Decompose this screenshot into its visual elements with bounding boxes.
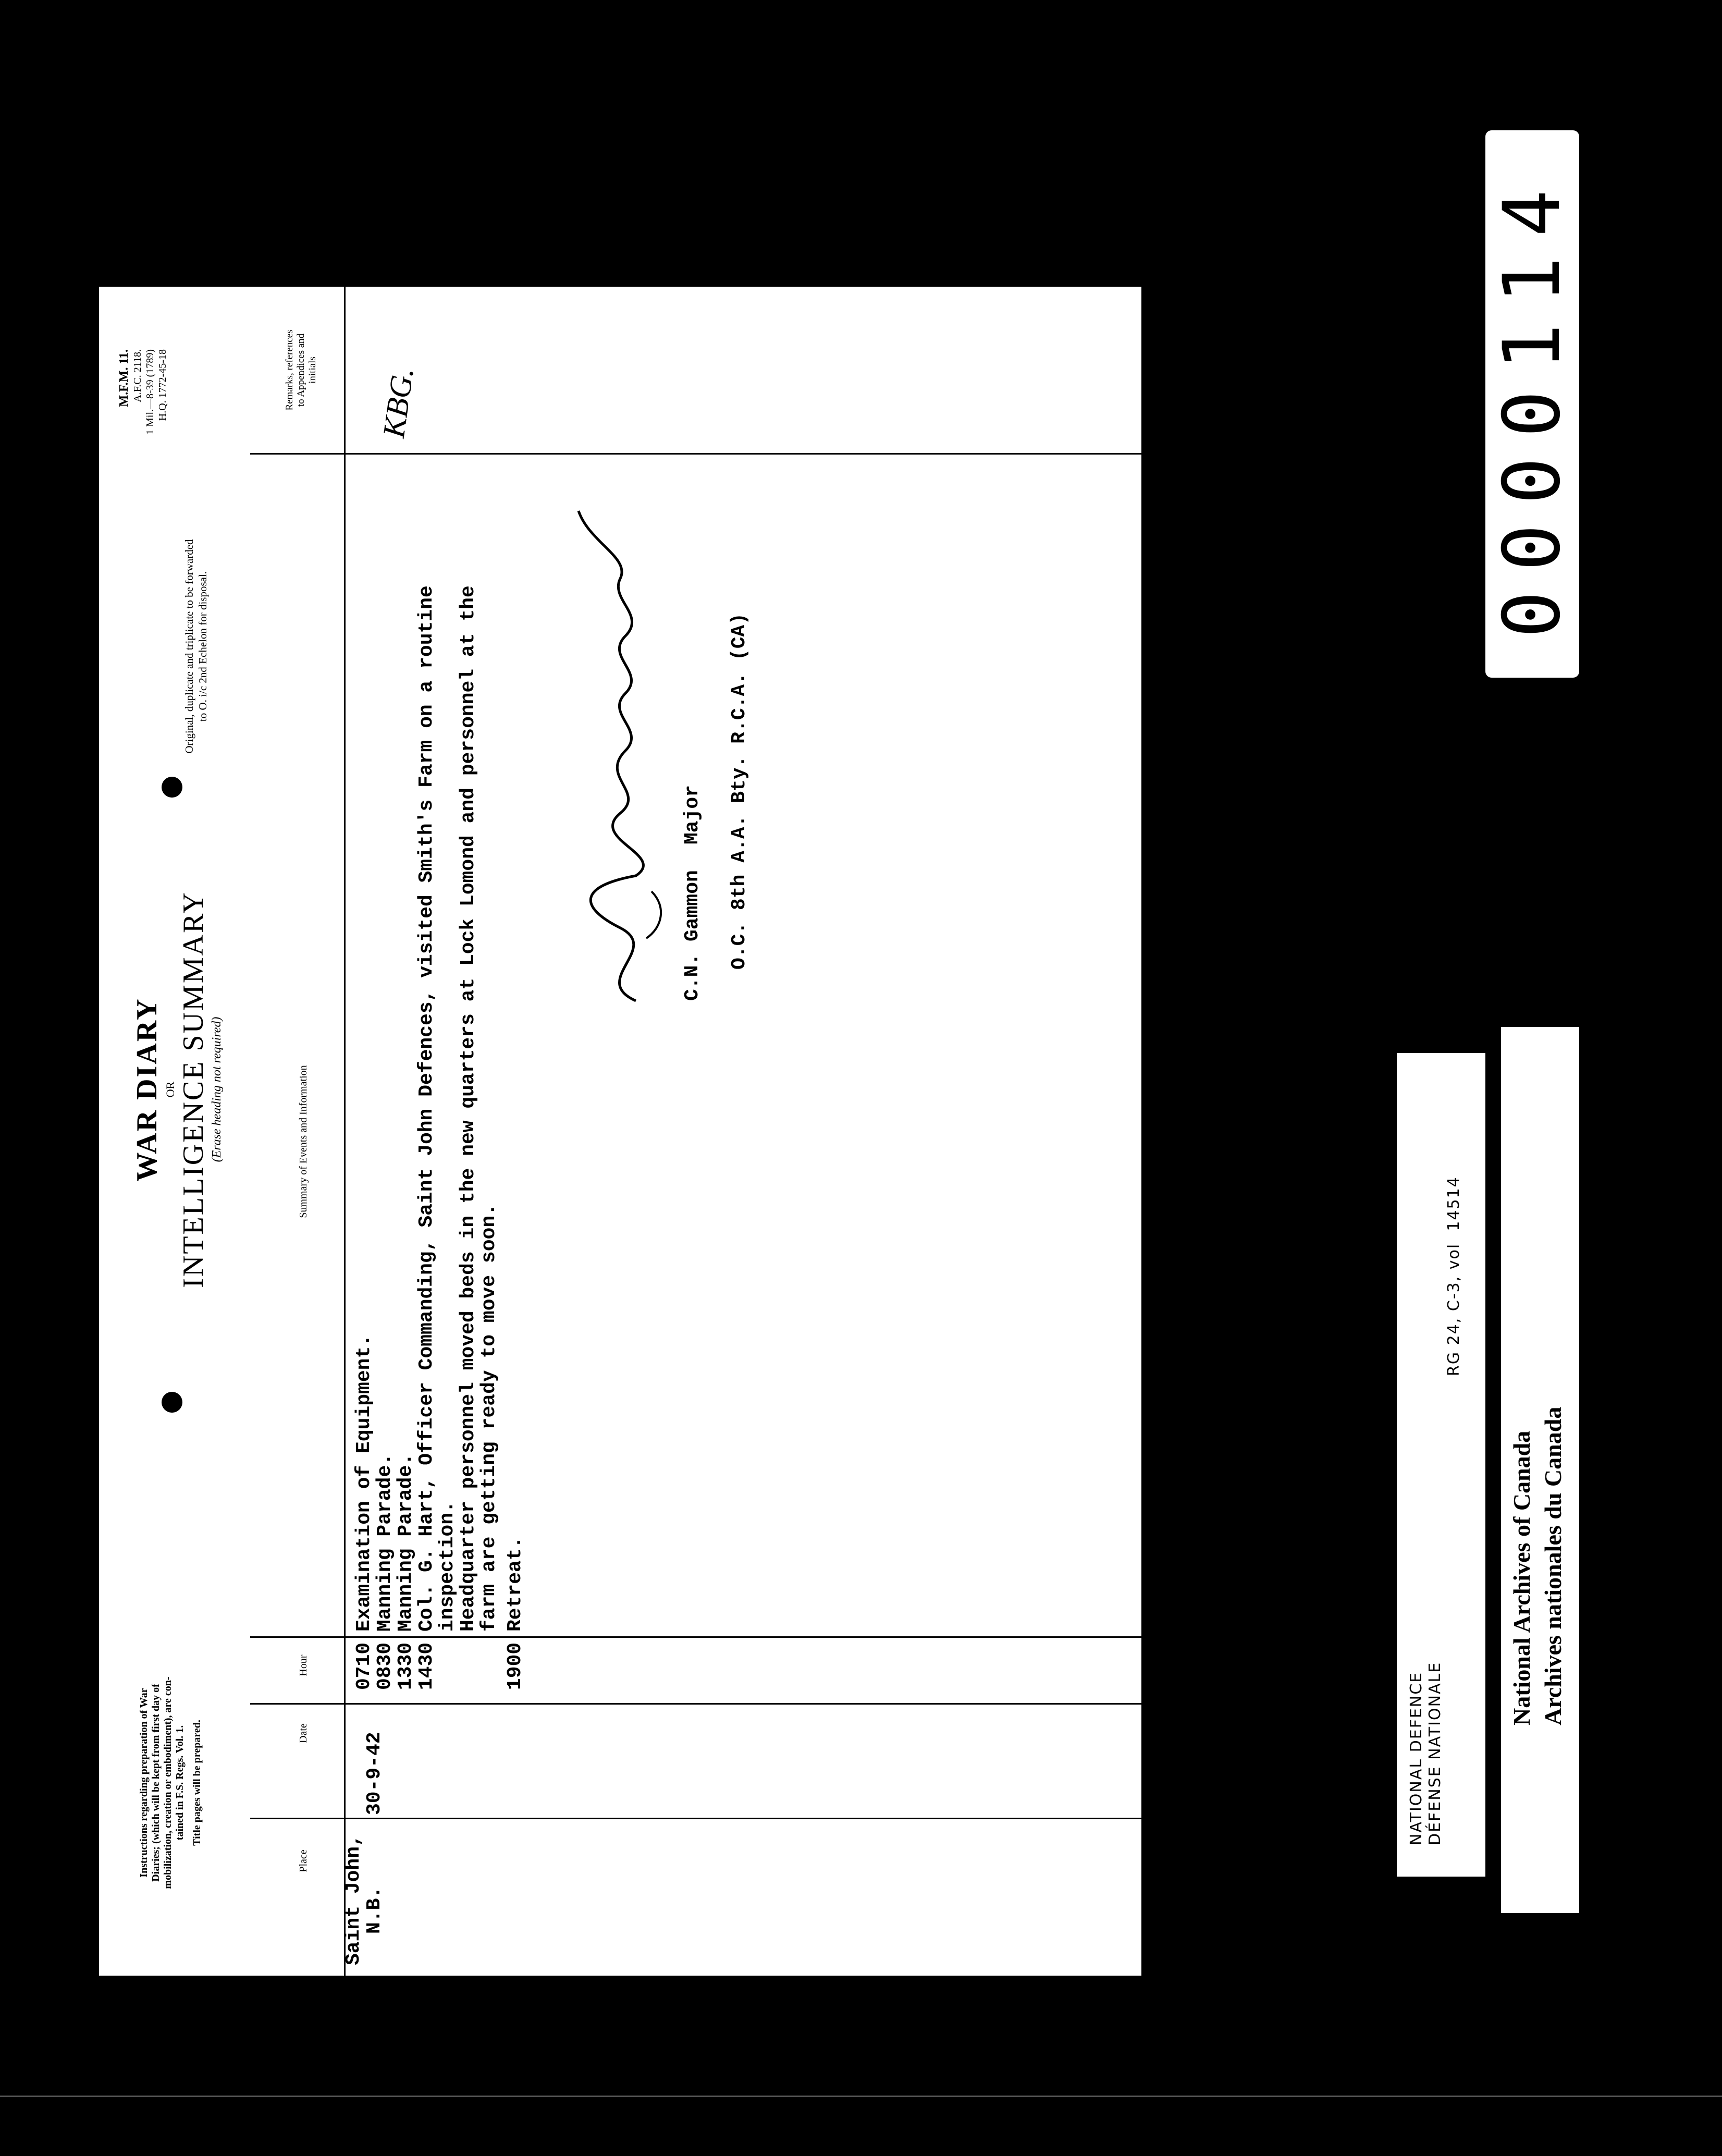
entry-hour-1900: 1900 xyxy=(504,1642,526,1690)
header-remarks xyxy=(284,297,318,443)
archive-dept xyxy=(1407,1662,1445,1845)
instructions xyxy=(138,1632,203,1934)
title-war-diary: WAR DIARY xyxy=(131,997,163,1182)
punch-hole-right xyxy=(162,777,182,798)
entry-text-6: Headquarter personnel moved beds in the new quarters at Lock Lomond and personnel at the xyxy=(457,585,479,1632)
entry-hour-1430: 1430 xyxy=(415,1642,438,1690)
header-remarks-line2: to Appendices and xyxy=(296,333,306,407)
header-rule xyxy=(344,287,346,1976)
divider-summary-remarks xyxy=(250,453,1141,455)
archives-name-card xyxy=(1501,1027,1579,1913)
forward-note xyxy=(182,438,210,855)
entry-text-7: farm are getting ready to move soon. xyxy=(478,1204,500,1632)
divider-place-date xyxy=(250,1818,1141,1819)
header-date: Date xyxy=(298,1723,309,1743)
archives-name-en: National Archives of Canada xyxy=(1508,1430,1535,1725)
archive-reference-label xyxy=(1397,1053,1485,1877)
entry-hour-0830: 0830 xyxy=(374,1642,396,1690)
instructions-line3: mobilization, creation or embodiment), are con- xyxy=(162,1676,174,1889)
form-title xyxy=(130,803,224,1376)
signatory-unit: O.C. 8th A.A. Bty. R.C.A. (CA) xyxy=(728,612,751,970)
archives-name xyxy=(1506,1407,1569,1725)
instructions-line5: Title pages will be prepared. xyxy=(191,1720,203,1846)
place-line1: Saint John, xyxy=(342,1834,365,1965)
mil-code: 1 Mil.—8-39 (1789) xyxy=(144,349,156,435)
entry-text-1: Examination of Equipment. xyxy=(353,1334,375,1632)
title-intelligence-summary: INTELLIGENCE SUMMARY xyxy=(177,891,210,1288)
forward-note-line1: Original, duplicate and triplicate to be forwarded xyxy=(183,539,195,754)
divider-date-hour xyxy=(250,1703,1141,1705)
header-summary: Summary of Events and Information xyxy=(298,1065,309,1218)
header-remarks-line1: Remarks, references xyxy=(284,329,295,411)
header-hour: Hour xyxy=(298,1655,309,1676)
form-codes xyxy=(117,349,169,568)
frame-number-card xyxy=(1485,130,1579,678)
signatory-name: C.N. Gammon xyxy=(681,870,704,1001)
title-or: OR xyxy=(164,1081,177,1098)
title-note: (Erase heading not required) xyxy=(210,1016,224,1162)
entry-text-2: Manning Parade. xyxy=(374,1453,396,1632)
entry-date: 30-9-42 xyxy=(363,1732,386,1815)
entry-hour-0710: 0710 xyxy=(353,1642,375,1690)
divider-hour-summary xyxy=(250,1636,1141,1638)
hq-code: H.Q. 1772-45-18 xyxy=(157,349,168,421)
archive-dept-en: NATIONAL DEFENCE xyxy=(1407,1671,1425,1845)
remarks-initials: KBG. xyxy=(376,365,421,440)
instructions-line2: Diaries; (which will be kept from first day of xyxy=(150,1684,162,1882)
header-remarks-line3: initials xyxy=(307,357,318,384)
instructions-line1: Instructions regarding preparation of War xyxy=(138,1688,150,1878)
entry-text-4: Col. G. Hart, Officer Commanding, Saint John Defences, visited Smith's Farm on a routine xyxy=(415,585,438,1632)
entry-hour-1330: 1330 xyxy=(395,1642,417,1690)
entry-text-3: Manning Parade. xyxy=(395,1453,417,1632)
entry-text-8: Retreat. xyxy=(504,1536,526,1632)
handwritten-signature xyxy=(558,490,683,1011)
entry-text-5: inspection. xyxy=(436,1501,459,1632)
archive-dept-fr: DÉFENSE NATIONALE xyxy=(1426,1661,1444,1845)
forward-note-line2: to O. i/c 2nd Echelon for disposal. xyxy=(196,571,209,722)
mfm-code: M.F.M. 11. xyxy=(117,349,131,407)
frame-number: 0000114 xyxy=(1487,169,1578,639)
afc-code: A.F.C. 2118. xyxy=(132,349,143,402)
scan-edge-line xyxy=(0,2096,1722,2097)
signatory-rank: Major xyxy=(681,785,704,844)
archives-name-fr: Archives nationales du Canada xyxy=(1540,1406,1566,1725)
header-place: Place xyxy=(298,1849,309,1872)
instructions-line4: tained in F.S. Regs. Vol. 1. xyxy=(174,1725,186,1841)
archive-ref-volume: RG 24, C-3, vol 14514 xyxy=(1445,1176,1463,1376)
place-line2: N.B. xyxy=(363,1886,386,1934)
war-diary-sheet xyxy=(99,287,1141,1976)
punch-hole-left xyxy=(162,1392,182,1413)
